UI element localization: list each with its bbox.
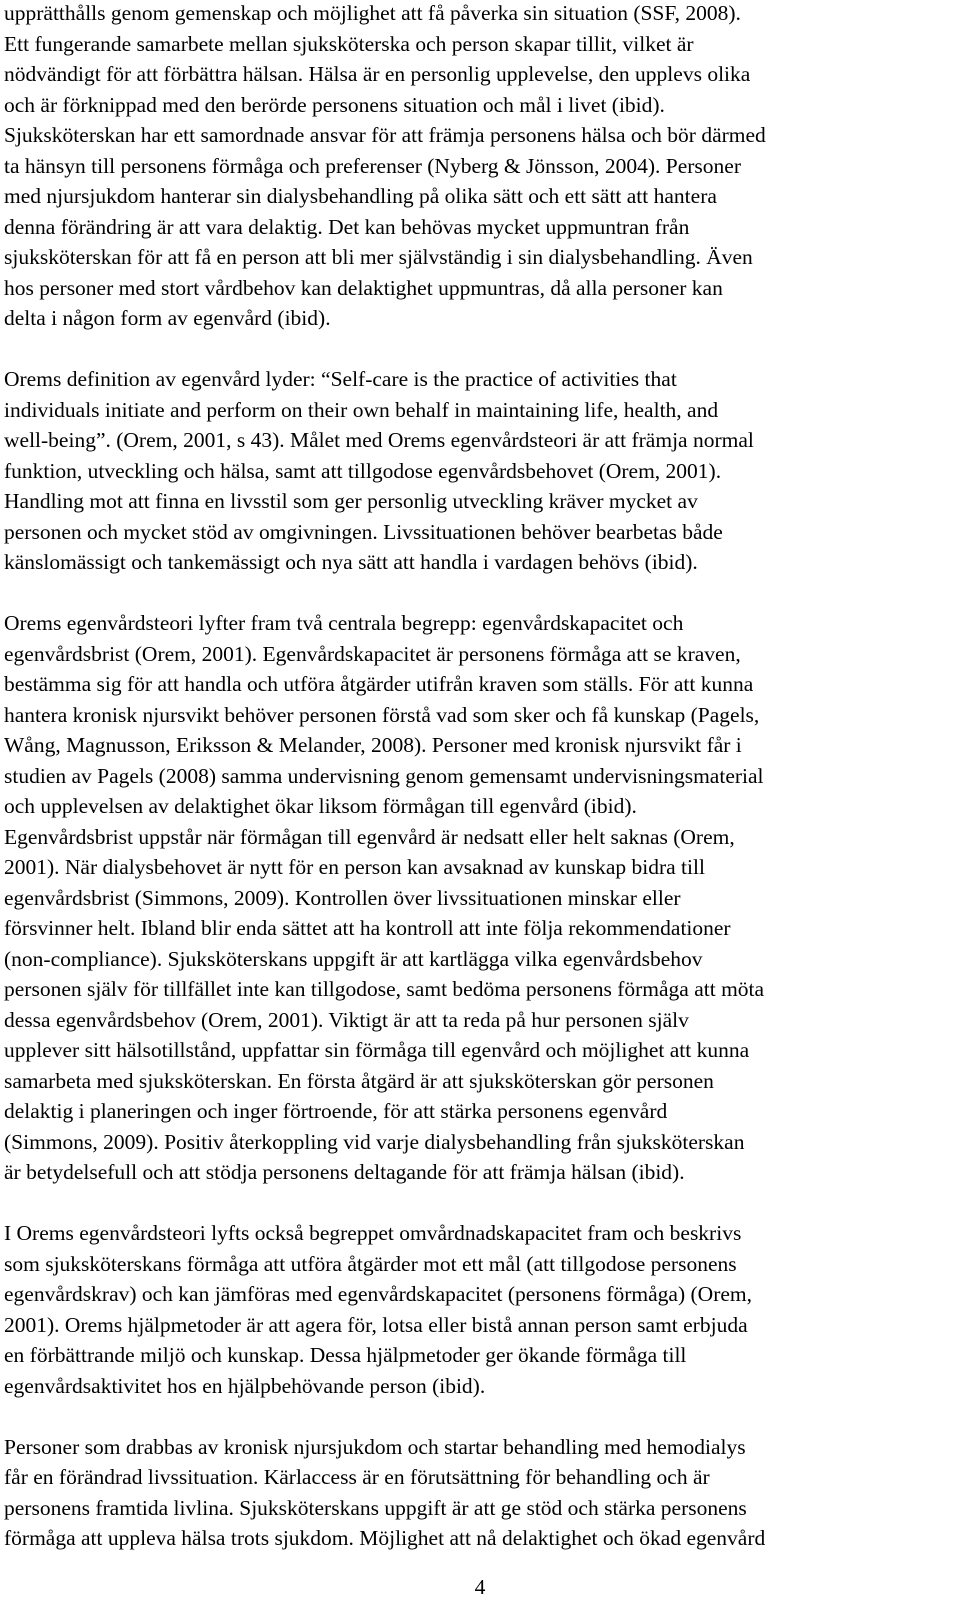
paragraph-hemodialys: Personer som drabbas av kronisk njursjukdom och startar behandling med hemodialys får en förändrad livssituation. Kärlaccess är en förutsättning för behandling och är personens framtida livlina. Sjuksköterskans uppgift är att ge stöd och stärka personens förmåga att uppleva hälsa trots sjukdom. Möjlighet att nå delaktighet och ökad egenvård [4,1434,766,1550]
body-text [4,0,954,1584]
paragraph-orem-definition: Orems definition av egenvård lyder: “Self-care is the practice of activities that individuals initiate and perform on their own behalf in maintaining life, health, and well-being”. (Orem, 2001, s 43). Målet med Orems egenvårdsteori är att främja normal funktion, utveckling och hälsa, samt att tillgodose egenvårdsbehovet (Orem, 2001). Handling mot att finna en livsstil som ger personlig utveckling kräver mycket av personen och mycket stöd av omgivningen. Livssituationen behöver bearbetas både känslomässigt och tankemässigt och nya sätt att handla i vardagen behövs (ibid). [4,367,754,574]
page-number: 4 [474,1575,486,1599]
paragraph-delaktighet: upprätthålls genom gemenskap och möjlighet att få påverka sin situation (SSF, 2008). Ett fungerande samarbete mellan sjuksköterska och person skapar tillit, vilket är nödvändigt för att förbättra hälsan. Hälsa är en personlig upplevelse, den upplevs olika och är förknippad med den berörde personens situation och mål i livet (ibid). Sjuksköterskan har ett samordnade ansvar för att främja personens hälsa och bör därmed ta hänsyn till personens förmåga och preferenser (Nyberg & Jönsson, 2004). Personer med njursjukdom hanterar sin dialysbehandling på olika sätt och ett sätt att hantera denna förändring är att vara delaktig. Det kan behövas mycket uppmuntran från sjuksköterskan för att få en person att bli mer självständig i sin dialysbehandling. Även hos personer med stort vårdbehov kan delaktighet uppmuntras, då alla personer kan delta i någon form av egenvård (ibid). [4,1,766,330]
paragraph-egenvardsteori: Orems egenvårdsteori lyfter fram två centrala begrepp: egenvårdskapacitet och egenvårdsbrist (Orem, 2001). Egenvårdskapacitet är personens förmåga att se kraven, bestämma sig för att handla och utföra åtgärder utifrån kraven som ställs. För att kunna hantera kronisk njursvikt behöver personen förstå vad som sker och få kunskap (Pagels, Wång, Magnusson, Eriksson & Melander, 2008). Personer med kronisk njursvikt får i studien av Pagels (2008) samma undervisning genom gemensamt undervisningsmaterial och upplevelsen av delaktighet ökar liksom förmågan till egenvård (ibid). Egenvårdsbrist uppstår när förmågan till egenvård är nedsatt eller helt saknas (Orem, 2001). När dialysbehovet är nytt för en person kan avsaknad av kunskap bidra till egenvårdsbrist (Simmons, 2009). Kontrollen över livssituationen minskar eller försvinner helt. Ibland blir enda sättet att ha kontroll att inte följa rekommendationer (non-compliance). Sjuksköterskans uppgift är att kartlägga vilka egenvårdsbehov personen själv för tillfället inte kan tillgodose, samt bedöma personens förmåga att möta dessa egenvårdsbehov (Orem, 2001). Viktigt är att ta reda på hur personen själv upplever sitt hälsotillstånd, uppfattar sin förmåga till egenvård och möjlighet att kunna samarbeta med sjuksköterskan. En första åtgärd är att sjuksköterskan gör personen delaktig i planeringen och inger förtroende, för att stärka personens egenvård (Simmons, 2009). Positiv återkoppling vid varje dialysbehandling från sjuksköterskan är betydelsefull och att stödja personens deltagande för att främja hälsan (ibid). [4,611,765,1184]
paragraph-omvardnadskapacitet: I Orems egenvårdsteori lyfts också begreppet omvårdnadskapacitet fram och beskrivs som sjuksköterskans förmåga att utföra åtgärder mot ett mål (att tillgodose personens egenvårdskrav) och kan jämföras med egenvårdskapacitet (personens förmåga) (Orem, 2001). Orems hjälpmetoder är att agera för, lotsa eller bistå annan person samt erbjuda en förbättrande miljö och kunskap. Dessa hjälpmetoder ger ökande förmåga till egenvårdsaktivitet hos en hjälpbehövande person (ibid). [4,1221,752,1398]
